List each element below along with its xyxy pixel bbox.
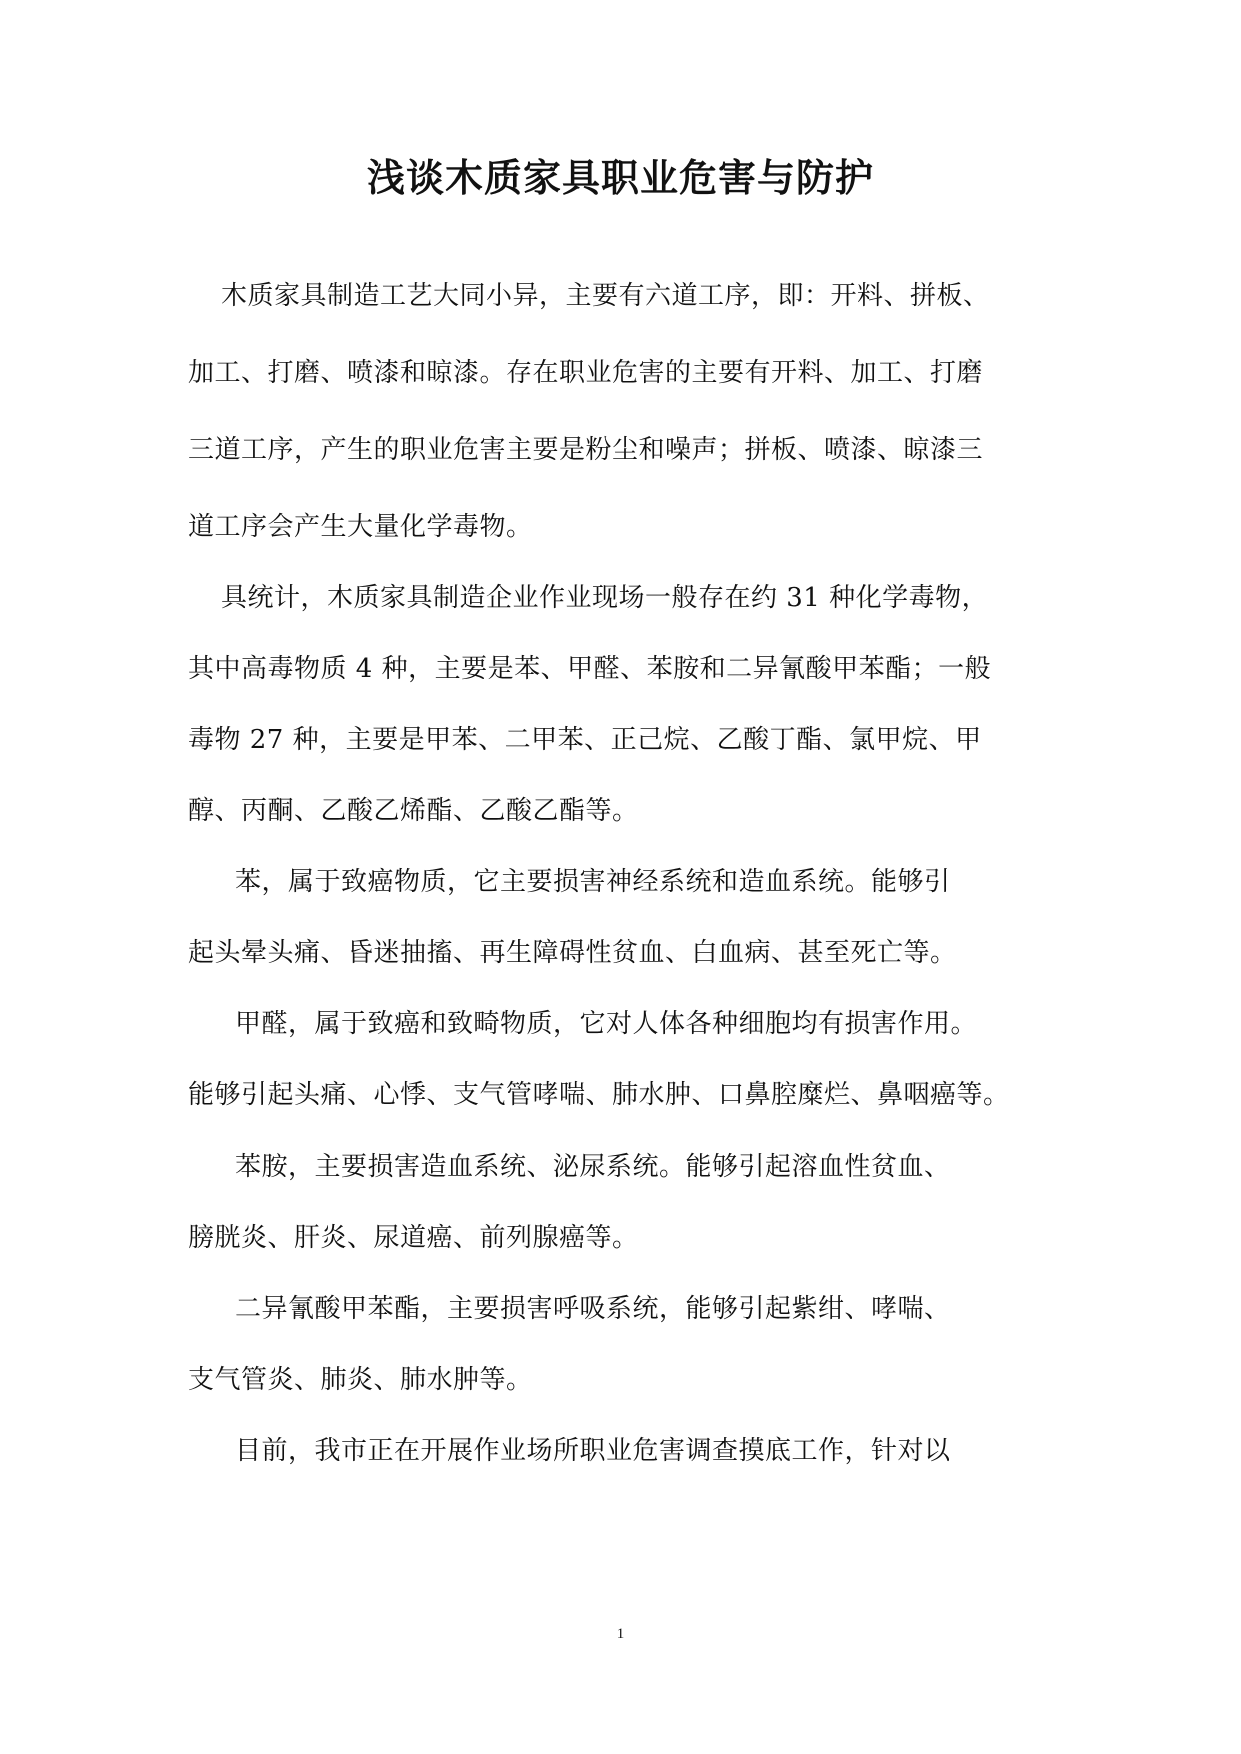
paragraph-4-line-1: 甲醛，属于致癌和致畸物质，它对人体各种细胞均有损害作用。 — [235, 1009, 978, 1039]
paragraph-5-line-1: 苯胺，主要损害造血系统、泌尿系统。能够引起溶血性贫血、 — [235, 1152, 951, 1182]
paragraph-7-line-1: 目前，我市正在开展作业场所职业危害调查摸底工作，针对以 — [235, 1436, 951, 1466]
paragraph-1-line-2: 加工、打磨、喷漆和晾漆。存在职业危害的主要有开料、加工、打磨 — [188, 358, 984, 388]
paragraph-2-line-4: 醇、丙酮、乙酸乙烯酯、乙酸乙酯等。 — [188, 796, 639, 826]
paragraph-6-line-2: 支气管炎、肺炎、肺水肿等。 — [188, 1365, 533, 1395]
paragraph-2-line-2: 其中高毒物质 4 种，主要是苯、甲醛、苯胺和二异氰酸甲苯酯；一般 — [188, 654, 992, 684]
document-title: 浅谈木质家具职业危害与防护 — [366, 155, 874, 200]
paragraph-6-line-1: 二异氰酸甲苯酯，主要损害呼吸系统，能够引起紫绀、哮喘、 — [235, 1294, 951, 1324]
paragraph-1-line-3: 三道工序，产生的职业危害主要是粉尘和噪声；拼板、喷漆、晾漆三 — [188, 435, 984, 465]
paragraph-3-line-2: 起头晕头痛、昏迷抽搐、再生障碍性贫血、白血病、甚至死亡等。 — [188, 938, 957, 968]
paragraph-2-line-1: 具统计，木质家具制造企业作业现场一般存在约 31 种化学毒物， — [221, 583, 989, 613]
paragraph-3-line-1: 苯，属于致癌物质，它主要损害神经系统和造血系统。能够引 — [235, 867, 951, 897]
paragraph-1-line-1: 木质家具制造工艺大同小异，主要有六道工序，即：开料、拼板、 — [221, 281, 990, 311]
paragraph-1-line-4: 道工序会产生大量化学毒物。 — [188, 512, 533, 542]
paragraph-2-line-3: 毒物 27 种，主要是甲苯、二甲苯、正己烷、乙酸丁酯、氯甲烷、甲 — [188, 725, 982, 755]
paragraph-5-line-2: 膀胱炎、肝炎、尿道癌、前列腺癌等。 — [188, 1223, 639, 1253]
page-number: 1 — [616, 1626, 625, 1642]
paragraph-4-line-2: 能够引起头痛、心悸、支气管哮喘、肺水肿、口鼻腔糜烂、鼻咽癌等。 — [188, 1080, 1010, 1110]
